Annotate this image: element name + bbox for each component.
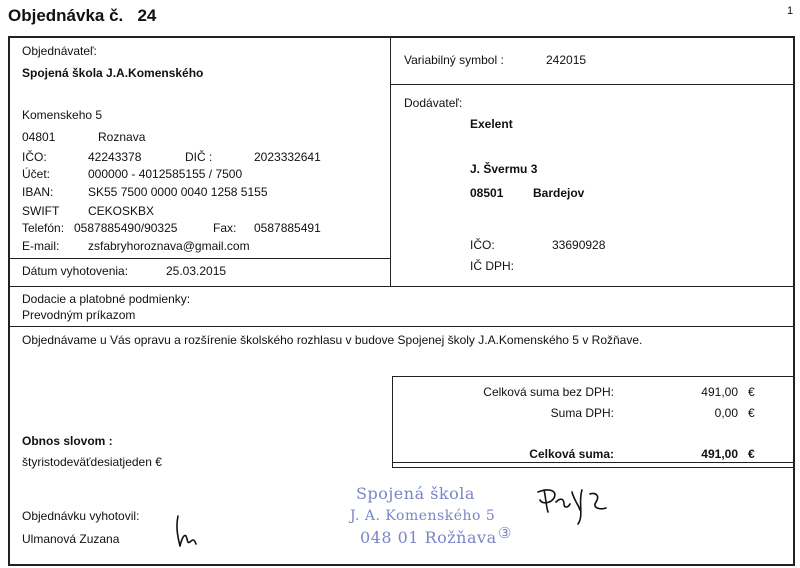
order-title-label: Objednávka č. bbox=[8, 6, 124, 25]
stamp-line-1: Spojená škola bbox=[356, 484, 475, 503]
header-bottom-divider bbox=[8, 286, 795, 287]
buyer-ico-label: IČO: bbox=[22, 150, 47, 164]
vs-divider bbox=[390, 84, 795, 85]
variable-symbol-value: 242015 bbox=[546, 53, 587, 67]
supplier-name: Exelent bbox=[470, 117, 513, 131]
date-divider bbox=[8, 258, 390, 259]
signature-prepared bbox=[168, 512, 208, 552]
supplier-icdph-label: IČ DPH: bbox=[470, 259, 515, 273]
buyer-account: 000000 - 4012585155 / 7500 bbox=[88, 167, 243, 181]
currency-2: € bbox=[748, 406, 755, 420]
buyer-name: Spojená škola J.A.Komenského bbox=[22, 66, 204, 80]
supplier-ico: 33690928 bbox=[552, 238, 606, 252]
order-number: 24 bbox=[137, 6, 157, 25]
buyer-phone-label: Telefón: bbox=[22, 221, 65, 235]
order-title bbox=[8, 6, 156, 26]
terms-divider bbox=[8, 326, 795, 327]
total-without-vat-label: Celková suma bez DPH: bbox=[483, 385, 614, 399]
buyer-city: Roznava bbox=[98, 130, 146, 144]
vat-label: Suma DPH: bbox=[550, 406, 614, 420]
date-value: 25.03.2015 bbox=[166, 264, 227, 278]
prepared-by-label: Objednávku vyhotovil: bbox=[22, 509, 140, 523]
terms-value: Prevodným príkazom bbox=[22, 308, 136, 322]
buyer-zip: 04801 bbox=[22, 130, 56, 144]
order-description: Objednávame u Vás opravu a rozšírenie školského rozhlasu v budove Spojenej školy J.A.Komenského 5 v Rožňave. bbox=[22, 333, 643, 347]
buyer-dic: 2023332641 bbox=[254, 150, 321, 164]
buyer-fax: 0587885491 bbox=[254, 221, 321, 235]
vat-value: 0,00 bbox=[714, 406, 738, 420]
stamp-line-2: J. A. Komenského 5 bbox=[350, 508, 496, 524]
currency-3: € bbox=[748, 447, 755, 461]
supplier-ico-label: IČO: bbox=[470, 238, 495, 252]
in-words-value: štyristodeväťdesiatjeden € bbox=[22, 455, 162, 469]
stamp-mark: ③ bbox=[498, 524, 512, 542]
buyer-email: zsfabryhoroznava@gmail.com bbox=[88, 239, 250, 253]
currency-1: € bbox=[748, 385, 755, 399]
buyer-swift: CEKOSKBX bbox=[88, 204, 155, 218]
signature-stamp bbox=[534, 482, 614, 528]
buyer-fax-label: Fax: bbox=[213, 221, 237, 235]
buyer-phone: 0587885490/90325 bbox=[74, 221, 178, 235]
buyer-swift-label: SWIFT bbox=[22, 204, 60, 218]
buyer-iban: SK55 7500 0000 0040 1258 5155 bbox=[88, 185, 268, 199]
in-words-label: Obnos slovom : bbox=[22, 434, 113, 448]
buyer-dic-label: DIČ : bbox=[185, 150, 213, 164]
totals-underline bbox=[392, 462, 795, 463]
total-value: 491,00 bbox=[701, 447, 738, 461]
supplier-zip: 08501 bbox=[470, 186, 504, 200]
date-label: Dátum vyhotovenia: bbox=[22, 264, 129, 278]
total-label: Celková suma: bbox=[529, 447, 614, 461]
buyer-ico: 42243378 bbox=[88, 150, 142, 164]
supplier-street: J. Švermu 3 bbox=[470, 162, 538, 176]
buyer-email-label: E-mail: bbox=[22, 239, 60, 253]
terms-label: Dodacie a platobné podmienky: bbox=[22, 292, 191, 306]
page-number: 1 bbox=[787, 5, 794, 17]
supplier-label: Dodávateľ: bbox=[404, 96, 463, 110]
total-without-vat-value: 491,00 bbox=[701, 385, 738, 399]
buyer-label: Objednávateľ: bbox=[22, 44, 97, 58]
buyer-account-label: Účet: bbox=[22, 167, 51, 181]
buyer-street: Komenskeho 5 bbox=[22, 108, 103, 122]
vertical-divider bbox=[390, 36, 391, 286]
buyer-iban-label: IBAN: bbox=[22, 185, 54, 199]
prepared-by-name: Ulmanová Zuzana bbox=[22, 532, 120, 546]
variable-symbol-label: Variabilný symbol : bbox=[404, 53, 504, 67]
supplier-city: Bardejov bbox=[533, 186, 585, 200]
stamp-line-3: 048 01 Rožňava bbox=[360, 528, 497, 547]
